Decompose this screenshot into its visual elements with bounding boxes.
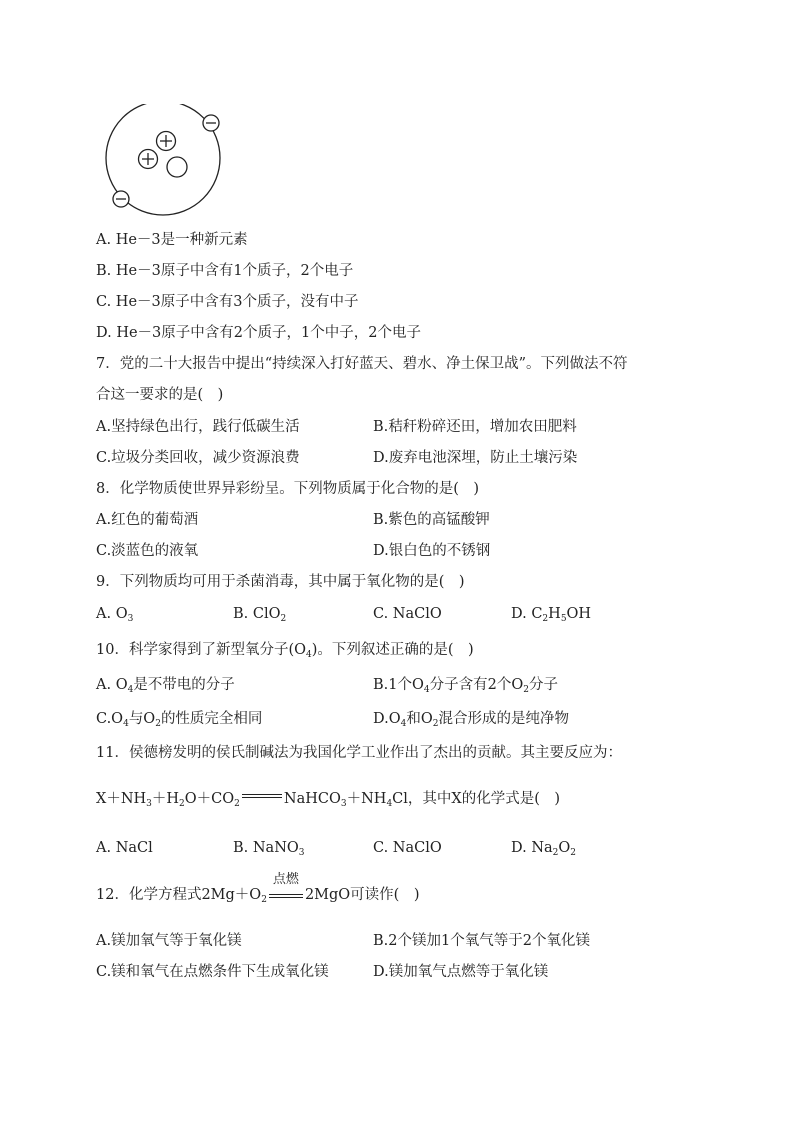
q8-option-c: C.淡蓝色的液氧: [96, 543, 199, 559]
q11-equation: $X+NH_3+H_2O+CO_2$ $NaHCO_3+NH_4Cl$，其中X的化学式是( ): [96, 791, 561, 809]
proton-icon: [157, 132, 176, 151]
q7-option-a: A.坚持绿色出行，践行低碳生活: [96, 419, 300, 435]
q9-option-d: D. $C_2H_5OH$: [511, 606, 592, 624]
q6-option-c: C. He－3原子中含有3个质子，没有中子: [96, 294, 359, 310]
helium3-atom-diagram: [104, 104, 228, 216]
q6-option-d: D. He－3原子中含有2个质子，1个中子，2个电子: [96, 325, 421, 341]
q11-option-c: C. NaClO: [373, 840, 442, 856]
q6-option-b: B. He－3原子中含有1个质子，2个电子: [96, 263, 354, 279]
q7-stem-line1: 7．党的二十大报告中提出“持续深入打好蓝天、碧水、净土保卫战”。下列做法不符: [96, 356, 628, 372]
q7-option-d: D.废弃电池深埋，防止土壤污染: [373, 450, 578, 466]
q11-option-b: B. NaNO$_3$: [233, 840, 305, 858]
electron-icon: [113, 191, 129, 207]
q7-option-c: C.垃圾分类回收，减少资源浪费: [96, 450, 300, 466]
q8-option-b: B.紫色的高锰酸钾: [373, 512, 490, 528]
q12-option-b: B.2个镁加1个氧气等于2个氧化镁: [373, 933, 590, 949]
q8-option-a: A.红色的葡萄酒: [96, 512, 199, 528]
q9-option-c: C. NaClO: [373, 606, 442, 622]
q8-option-d: D.银白色的不锈钢: [373, 543, 491, 559]
q11-stem: 11．侯德榜发明的侯氏制碱法为我国化学工业作出了杰出的贡献。其主要反应为：: [96, 745, 622, 761]
neutron-icon: [167, 157, 187, 177]
reaction-condition: [269, 872, 303, 898]
q10-option-d: $D.O_4$和$O_2$混合形成的是纯净物: [373, 711, 569, 729]
proton-icon: [139, 150, 158, 169]
q9-option-a: A. $O_3$: [96, 606, 134, 624]
q12-option-c: C.镁和氧气在点燃条件下生成氧化镁: [96, 964, 329, 980]
q10-option-a: A. $O_4$是不带电的分子: [96, 677, 235, 695]
q11-option-a: A. NaCl: [96, 840, 153, 856]
q10-option-c: $C.O_4$与$O_2$的性质完全相同: [96, 711, 263, 729]
q9-stem: 9．下列物质均可用于杀菌消毒，其中属于氧化物的是( ): [96, 574, 465, 590]
q10-option-b: B.1个$O_4$分子含有2个$O_2$分子: [373, 677, 558, 695]
q7-stem-line2: 合这一要求的是( ): [96, 387, 224, 403]
q10-stem: 10．科学家得到了新型氧分子$(O_4)$。下列叙述正确的是( ): [96, 642, 474, 660]
q6-option-a: A. He－3是一种新元素: [96, 232, 248, 248]
q12-stem: 12．化学方程式$2Mg+O_2$ 点燃 2MgO可读作( ): [96, 872, 420, 905]
q8-stem: 8．化学物质使世界异彩纷呈。下列物质属于化合物的是( ): [96, 481, 480, 497]
q11-option-d: D. $Na_2O_2$: [511, 840, 577, 858]
electron-icon: [203, 115, 219, 131]
q7-option-b: B.秸秆粉碎还田，增加农田肥料: [373, 419, 577, 435]
reaction-equals-sign: [242, 794, 282, 798]
condition-label: 点燃: [272, 872, 299, 887]
q12-option-a: A.镁加氧气等于氧化镁: [96, 933, 242, 949]
q9-option-b: B. ClO$_2$: [233, 606, 287, 624]
q12-option-d: D.镁加氧气点燃等于氧化镁: [373, 964, 549, 980]
